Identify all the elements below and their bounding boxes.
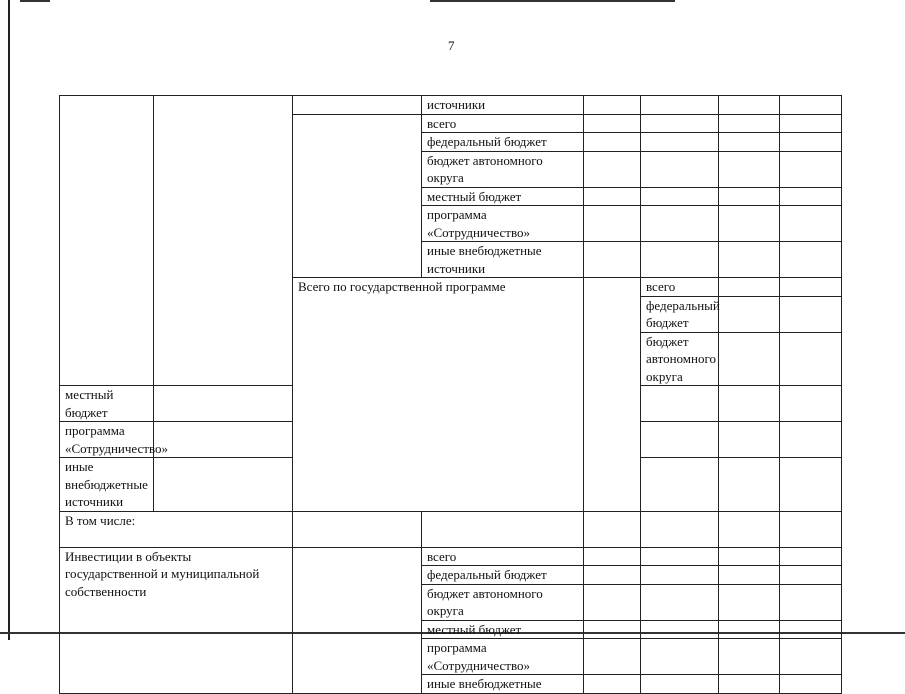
table-cell [780, 278, 842, 297]
source-label: программа «Сотрудничество» [60, 422, 154, 458]
source-label: иные внебюджетные [422, 675, 584, 694]
source-label: федеральный бюджет [641, 296, 719, 332]
table-cell [641, 620, 719, 639]
table-cell [641, 151, 719, 187]
table-cell [780, 547, 842, 566]
table-cell [584, 96, 641, 115]
table-cell [719, 114, 780, 133]
table-cell [60, 96, 154, 386]
table-cell [641, 675, 719, 694]
table-cell [719, 675, 780, 694]
table-cell [780, 133, 842, 152]
source-label: местный бюджет [60, 386, 154, 422]
table-cell [719, 332, 780, 386]
table-cell [422, 511, 584, 547]
table-cell [719, 566, 780, 585]
table-cell [641, 114, 719, 133]
table-cell [780, 242, 842, 278]
source-label: программа «Сотрудничество» [422, 639, 584, 675]
source-label: бюджет автономного округа [422, 151, 584, 187]
table-row [60, 547, 842, 566]
table-cell [780, 566, 842, 585]
table-cell [641, 639, 719, 675]
table-cell [584, 187, 641, 206]
table-cell [780, 296, 842, 332]
table-cell [719, 547, 780, 566]
table-cell [719, 511, 780, 547]
source-label: федеральный бюджет [422, 133, 584, 152]
table-cell [780, 206, 842, 242]
table-cell [719, 386, 780, 422]
source-label: местный бюджет [422, 620, 584, 639]
table-cell [780, 386, 842, 422]
table-cell [780, 422, 842, 458]
table-cell [641, 187, 719, 206]
table-cell [641, 206, 719, 242]
row-label-investments: Инвестиции в объекты государственной и муниципальной собственности [60, 547, 293, 693]
source-label: бюджет автономного округа [641, 332, 719, 386]
table-cell [780, 96, 842, 115]
table-cell [780, 187, 842, 206]
table-cell [641, 458, 719, 512]
table-cell [719, 206, 780, 242]
table-cell [584, 114, 641, 133]
source-label: иные внебюджетные источники [60, 458, 154, 512]
table-cell [584, 675, 641, 694]
table-cell [584, 206, 641, 242]
page-number: 7 [448, 38, 455, 53]
table-cell [719, 620, 780, 639]
table-cell [780, 639, 842, 675]
table-cell [780, 511, 842, 547]
table-cell [293, 511, 422, 547]
table-cell [584, 133, 641, 152]
table-cell [719, 278, 780, 297]
source-label: федеральный бюджет [422, 566, 584, 585]
table-cell [154, 386, 293, 422]
table-cell [780, 584, 842, 620]
table-cell [641, 422, 719, 458]
table-row [60, 96, 842, 115]
table-cell [154, 422, 293, 458]
table-cell [641, 96, 719, 115]
row-label-in-that-number: В том числе: [60, 511, 293, 547]
table-cell [641, 242, 719, 278]
table-cell [719, 151, 780, 187]
source-label: местный бюджет [422, 187, 584, 206]
budget-table [59, 95, 842, 694]
table-cell [719, 639, 780, 675]
scan-mark-top [20, 0, 50, 2]
table-row [60, 511, 842, 547]
table-cell [719, 422, 780, 458]
table-cell [584, 566, 641, 585]
table-cell [780, 620, 842, 639]
source-label: программа «Сотрудничество» [422, 206, 584, 242]
table-cell [780, 458, 842, 512]
source-label: всего [422, 114, 584, 133]
table-cell [584, 278, 641, 512]
table-cell [641, 511, 719, 547]
row-label-total: Всего по государственной программе [293, 278, 584, 512]
table-cell [293, 114, 422, 278]
source-label: источники [422, 96, 584, 115]
table-cell [719, 242, 780, 278]
table-cell [584, 547, 641, 566]
table-cell [293, 547, 422, 693]
scan-mark-top [430, 0, 675, 2]
table-cell [719, 458, 780, 512]
table-cell [719, 296, 780, 332]
table-cell [584, 242, 641, 278]
table-cell [719, 96, 780, 115]
table-cell [719, 584, 780, 620]
table-cell [154, 458, 293, 512]
table-cell [719, 133, 780, 152]
table-cell [293, 96, 422, 115]
source-label: бюджет автономного округа [422, 584, 584, 620]
table-cell [584, 511, 641, 547]
table-cell [584, 639, 641, 675]
table-cell [641, 566, 719, 585]
scan-border-left [8, 0, 10, 640]
table-cell [780, 114, 842, 133]
table-cell [780, 151, 842, 187]
table-cell [641, 386, 719, 422]
source-label: всего [641, 278, 719, 297]
table-cell [641, 133, 719, 152]
source-label: всего [422, 547, 584, 566]
table-cell [641, 547, 719, 566]
table-cell [641, 584, 719, 620]
table-cell [154, 96, 293, 386]
table-cell [584, 620, 641, 639]
table-cell [719, 187, 780, 206]
table-cell [584, 151, 641, 187]
table-cell [780, 332, 842, 386]
source-label: иные внебюджетные источники [422, 242, 584, 278]
table-cell [780, 675, 842, 694]
table-cell [584, 584, 641, 620]
